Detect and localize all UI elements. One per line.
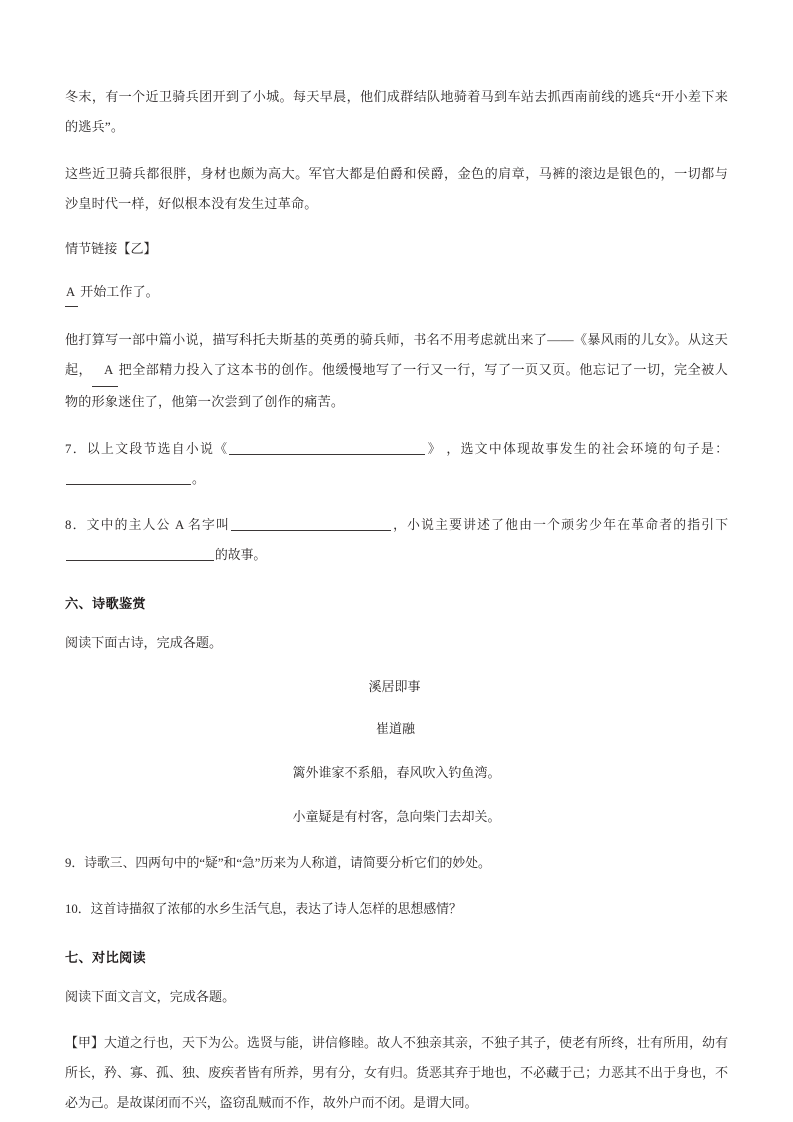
question-8-blank-2[interactable] <box>66 546 214 561</box>
plot-link-opening-text: 开始工作了。 <box>80 284 159 299</box>
section-heading-six: 六、诗歌鉴赏 <box>65 596 146 611</box>
plot-link-body-before: 他打算写一部中篇小说，描写科托夫斯基的英勇的骑兵师，书名不用考虑就出来了——《暴风雨的儿女》。从这天起， <box>65 332 728 377</box>
plot-link-label: 情节链接【乙】 <box>65 241 157 256</box>
poem-line-1: 篱外谁家不系船，春风吹入钓鱼湾。 <box>292 765 501 780</box>
question-8-text-part-2: ，小说主要讲述了他由一个顽劣少年在革命者的指引下 <box>391 518 728 532</box>
poem-block <box>65 676 728 828</box>
plot-link-body <box>65 325 728 417</box>
poem-title: 溪居即事 <box>368 679 421 694</box>
section-six-instruction: 阅读下面古诗，完成各题。 <box>65 635 223 650</box>
question-7-number: 7． <box>65 442 87 456</box>
plot-link-opening-line <box>65 279 728 307</box>
question-8-text-part-1: 文中的主人公 A 名字叫 <box>86 518 230 532</box>
question-7-blank-1[interactable] <box>229 440 425 455</box>
question-8-blank-1[interactable] <box>231 516 391 531</box>
question-7 <box>65 434 728 494</box>
question-7-text-part-1: 以上文段节选自小说《 <box>86 442 229 456</box>
character-marker-a: A <box>65 279 78 307</box>
poem-line-2: 小童疑是有村客，急向柴门去却关。 <box>292 809 501 824</box>
classical-passage-jia: 【甲】大道之行也，天下为公。选贤与能，讲信修睦。故人不独亲其亲，不独子其子，使老有所终，壮有所用，幼有所长，矜、寡、孤、独、废疾者皆有所养，男有分，女有归。货恶其弃于地也，不必藏于己；力恶其不出于身也，不必为己。是故谋闭而不兴，盗窃乱贼而不作，故外户而不闭。是谓大同。 <box>65 1036 728 1110</box>
character-marker-a-inline: A <box>92 355 118 387</box>
question-7-blank-2[interactable] <box>66 470 191 485</box>
question-7-text-part-2: 》 ，选文中体现故事发生的社会环境的句子是： <box>426 442 729 456</box>
excerpt-paragraph-1: 冬末，有一个近卫骑兵团开到了小城。每天早晨，他们成群结队地骑着马到车站去抓西南前线的逃兵“开小差下来的逃兵”。 <box>65 89 728 134</box>
question-8 <box>65 510 728 570</box>
question-10: 10．这首诗描叙了浓郁的水乡生活气息，表达了诗人怎样的思想感情？ <box>65 902 462 916</box>
section-heading-seven: 七、对比阅读 <box>65 950 146 965</box>
plot-link-body-after: 把全部精力投入了这本书的创作。他缓慢地写了一行又一行，写了一页又页。他忘记了一切，完全被人物的形象迷住了，他第一次尝到了创作的痛苦。 <box>65 362 728 409</box>
excerpt-paragraph-2: 这些近卫骑兵都很胖，身材也颇为高大。军官大都是伯爵和侯爵，金色的肩章，马裤的滚边是银色的，一切都与沙皇时代一样，好似根本没有发生过革命。 <box>65 166 728 211</box>
question-8-number: 8． <box>65 518 87 532</box>
question-9: 9．诗歌三、四两句中的“疑”和“急”历来为人称道，请简要分析它们的妙处。 <box>65 856 491 870</box>
question-7-text-part-3: 。 <box>192 472 205 486</box>
poem-author: 崔道融 <box>375 721 415 736</box>
section-seven-instruction: 阅读下面文言文，完成各题。 <box>65 989 236 1004</box>
document-body <box>65 82 728 1118</box>
question-8-text-part-3: 的故事。 <box>215 548 267 562</box>
